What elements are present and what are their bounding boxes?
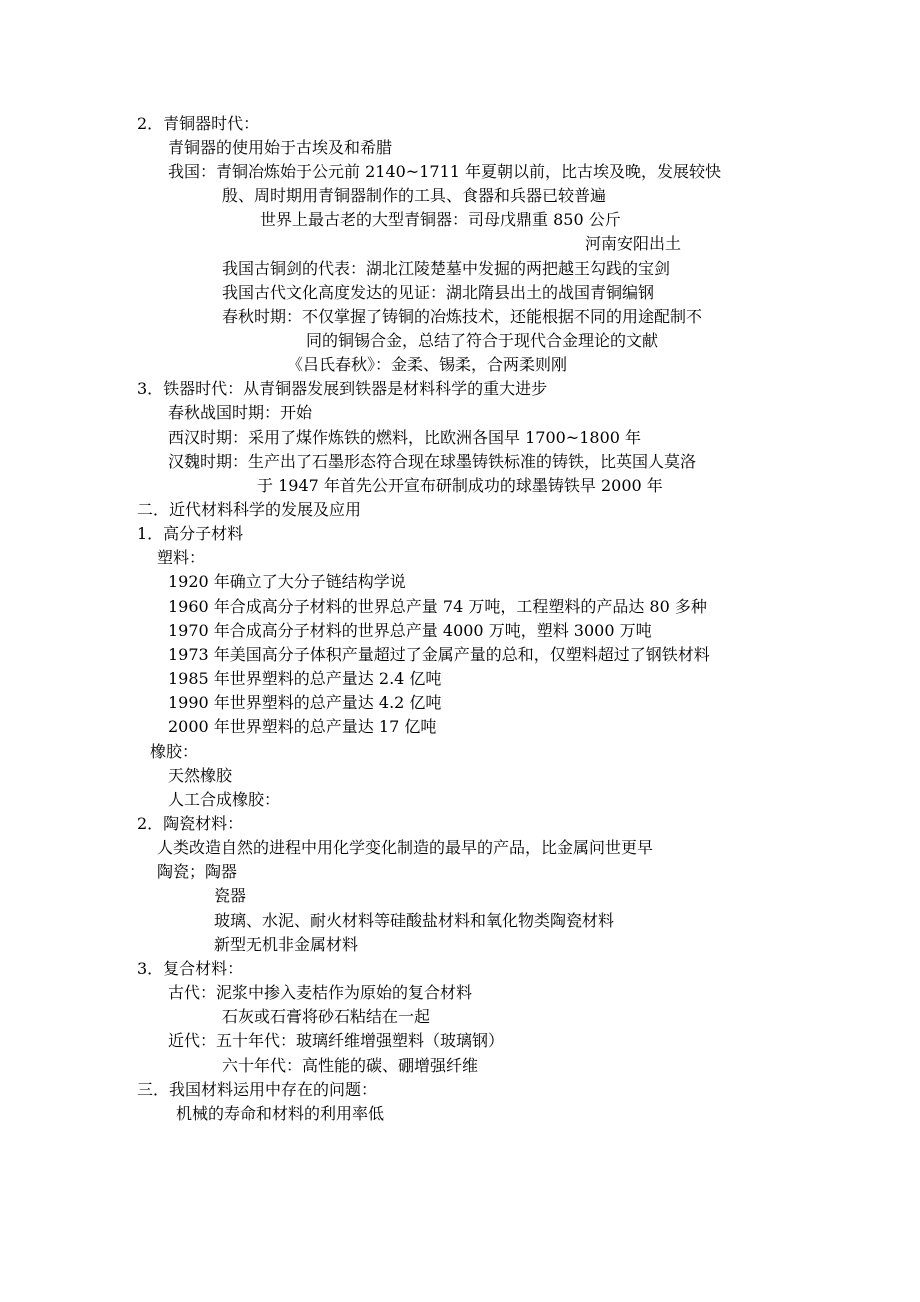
text-line: 人工合成橡胶：: [168, 790, 281, 809]
text-line: 西汉时期：采用了煤作炼铁的燃料，比欧洲各国早 1700~1800 年: [168, 428, 642, 447]
text-line: 1960 年合成高分子材料的世界总产量 74 万吨，工程塑料的产品达 80 多种: [168, 597, 707, 616]
text-line: 人类改造自然的进程中用化学变化制造的最早的产品，比金属问世更早: [157, 838, 654, 857]
subheading-rubber: 橡胶：: [150, 742, 199, 761]
section-heading-polymer: 1．高分子材料: [137, 524, 244, 543]
text-line: 机械的寿命和材料的利用率低: [176, 1104, 385, 1123]
text-line: 我国：青铜冶炼始于公元前 2140~1711 年夏朝以前，比古埃及晚，发展较快: [168, 162, 722, 181]
text-line: 2000 年世界塑料的总产量达 17 亿吨: [168, 717, 437, 736]
text-line: 春秋时期：不仅掌握了铸铜的冶炼技术，还能根据不同的用途配制不: [222, 307, 703, 326]
text-line: 新型无机非金属材料: [214, 935, 359, 954]
text-line: 同的铜锡合金，总结了符合于现代合金理论的文献: [306, 331, 659, 350]
chapter-heading-problems: 三．我国材料运用中存在的问题：: [137, 1080, 378, 1099]
text-line: 我国古铜剑的代表：湖北江陵楚墓中发掘的两把越王勾践的宝剑: [222, 259, 671, 278]
section-heading-ceramics: 2．陶瓷材料：: [137, 814, 244, 833]
text-line: 殷、周时期用青铜器制作的工具、食器和兵器已较普遍: [222, 186, 607, 205]
text-line: 世界上最古老的大型青铜器：司母戊鼎重 850 公斤: [260, 210, 621, 229]
text-line: 汉魏时期：生产出了石墨形态符合现在球墨铸铁标准的铸铁，比英国人莫洛: [168, 452, 697, 471]
text-line: 陶瓷；陶器: [157, 862, 238, 881]
text-line: 1990 年世界塑料的总产量达 4.2 亿吨: [168, 693, 442, 712]
text-line: 我国古代文化高度发达的见证：湖北隋县出土的战国青铜编钢: [222, 283, 655, 302]
section-heading-bronze-age: 2．青铜器时代：: [137, 114, 260, 133]
section-heading-composites: 3．复合材料：: [137, 959, 244, 978]
text-line: 青铜器的使用始于古埃及和希腊: [168, 138, 393, 157]
text-line: 瓷器: [214, 886, 247, 905]
text-line: 《吕氏春秋》：金柔、锡柔，合两柔则刚: [287, 355, 568, 374]
text-line: 河南安阳出土: [585, 234, 682, 253]
text-line: 近代：五十年代：玻璃纤维增强塑料（玻璃钢）: [168, 1031, 505, 1050]
text-line: 古代：泥浆中掺入麦桔作为原始的复合材料: [168, 983, 473, 1002]
chapter-heading-modern-materials: 二．近代材料科学的发展及应用: [137, 500, 362, 519]
text-line: 于 1947 年首先公开宣布研制成功的球墨铸铁早 2000 年: [257, 476, 663, 495]
text-line: 石灰或石膏将砂石粘结在一起: [222, 1007, 431, 1026]
text-line: 天然橡胶: [168, 766, 233, 785]
text-line: 玻璃、水泥、耐火材料等硅酸盐材料和氧化物类陶瓷材料: [214, 911, 615, 930]
text-line: 1985 年世界塑料的总产量达 2.4 亿吨: [168, 669, 442, 688]
text-line: 六十年代：高性能的碳、硼增强纤维: [222, 1056, 479, 1075]
text-line: 1973 年美国高分子体积产量超过了金属产量的总和，仅塑料超过了钢铁材料: [168, 645, 710, 664]
text-line: 1970 年合成高分子材料的世界总产量 4000 万吨，塑料 3000 万吨: [168, 621, 652, 640]
text-line: 春秋战国时期：开始: [168, 403, 313, 422]
subheading-plastics: 塑料：: [157, 548, 206, 567]
section-heading-iron-age: 3．铁器时代：从青铜器发展到铁器是材料科学的重大进步: [137, 379, 548, 398]
text-line: 1920 年确立了大分子链结构学说: [168, 572, 406, 591]
